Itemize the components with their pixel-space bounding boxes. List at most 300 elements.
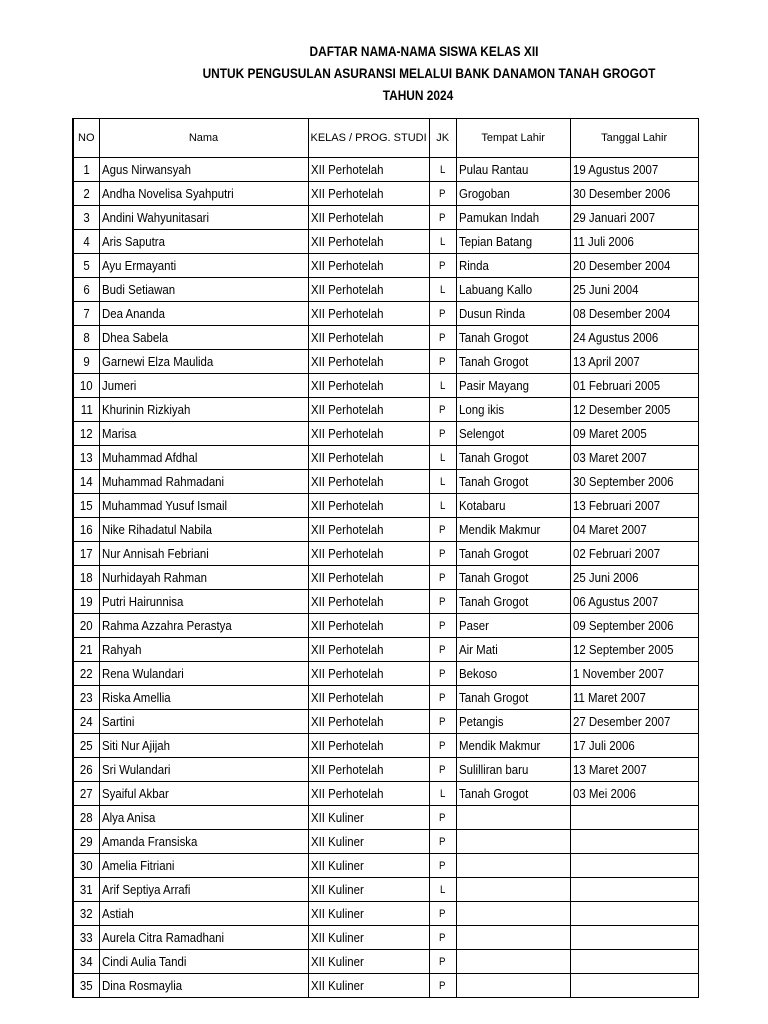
cell-tempat-lahir-text: Air Mati	[458, 642, 498, 657]
cell-tanggal-lahir	[570, 254, 698, 278]
table-row	[73, 878, 698, 902]
cell-tempat-lahir	[456, 446, 570, 470]
cell-kelas-text: XII Kuliner	[310, 930, 364, 945]
table-row	[73, 518, 698, 542]
cell-jk-text: L	[439, 787, 445, 800]
cell-nama-text: Aurela Citra Ramadhani	[101, 930, 224, 945]
cell-no	[73, 182, 99, 206]
cell-kelas	[308, 230, 429, 254]
cell-jk	[429, 830, 456, 854]
title-line-3: TAHUN 2024	[382, 87, 454, 103]
cell-tempat-lahir	[456, 422, 570, 446]
table-row	[73, 614, 698, 638]
cell-nama-text: Cindi Aulia Tandi	[101, 954, 186, 969]
cell-nama-text: Syaiful Akbar	[101, 786, 169, 801]
cell-jk	[429, 806, 456, 830]
cell-no	[73, 710, 99, 734]
cell-jk	[429, 782, 456, 806]
cell-jk	[429, 494, 456, 518]
cell-no	[73, 614, 99, 638]
cell-tanggal-lahir	[570, 182, 698, 206]
cell-jk	[429, 230, 456, 254]
cell-jk-text: L	[439, 883, 445, 896]
cell-tanggal-lahir	[570, 902, 698, 926]
cell-nama	[99, 590, 308, 614]
cell-no	[73, 254, 99, 278]
cell-nama-text: Rahma Azzahra Perastya	[101, 618, 232, 633]
cell-nama	[99, 254, 308, 278]
cell-jk-text: P	[438, 307, 446, 320]
cell-jk	[429, 422, 456, 446]
table-row	[73, 422, 698, 446]
cell-tanggal-lahir	[570, 830, 698, 854]
cell-tanggal-lahir	[570, 950, 698, 974]
cell-kelas-text: XII Perhotelah	[310, 234, 384, 249]
cell-tempat-lahir-text: Selengot	[458, 426, 504, 441]
cell-tempat-lahir	[456, 302, 570, 326]
cell-no-text: 11	[80, 402, 93, 417]
cell-jk-text: P	[438, 331, 446, 344]
cell-kelas-text: XII Perhotelah	[310, 378, 384, 393]
table-row	[73, 302, 698, 326]
cell-tanggal-lahir	[570, 662, 698, 686]
cell-jk-text: P	[438, 907, 446, 920]
cell-nama-text: Muhammad Rahmadani	[101, 474, 224, 489]
cell-kelas	[308, 422, 429, 446]
cell-tanggal-lahir-text: 08 Desember 2004	[572, 306, 670, 321]
cell-kelas	[308, 182, 429, 206]
cell-nama	[99, 494, 308, 518]
cell-jk	[429, 902, 456, 926]
cell-tempat-lahir-text: Rinda	[458, 258, 489, 273]
cell-tanggal-lahir	[570, 974, 698, 998]
cell-nama	[99, 854, 308, 878]
table-row	[73, 350, 698, 374]
table-row	[73, 638, 698, 662]
cell-kelas-text: XII Perhotelah	[310, 642, 384, 657]
cell-tempat-lahir-text: Pamukan Indah	[458, 210, 539, 225]
cell-nama-text: Arif Septiya Arrafi	[101, 882, 190, 897]
cell-no	[73, 470, 99, 494]
cell-tempat-lahir	[456, 614, 570, 638]
cell-tempat-lahir	[456, 494, 570, 518]
header-jk: JK	[429, 119, 456, 158]
cell-no	[73, 590, 99, 614]
cell-tempat-lahir-text: Mendik Makmur	[458, 738, 541, 753]
cell-no	[73, 278, 99, 302]
cell-jk-text: P	[438, 931, 446, 944]
cell-no-text: 17	[79, 546, 93, 561]
cell-no	[73, 374, 99, 398]
cell-no-text: 30	[79, 858, 93, 873]
cell-nama	[99, 974, 308, 998]
cell-kelas-text: XII Perhotelah	[310, 738, 384, 753]
cell-tempat-lahir-text: Labuang Kallo	[458, 282, 532, 297]
table-row	[73, 830, 698, 854]
cell-no-text: 25	[79, 738, 93, 753]
cell-tempat-lahir	[456, 398, 570, 422]
cell-no-text: 10	[79, 378, 93, 393]
cell-nama	[99, 470, 308, 494]
cell-nama	[99, 350, 308, 374]
cell-jk	[429, 950, 456, 974]
cell-jk-text: P	[438, 523, 446, 536]
cell-no	[73, 638, 99, 662]
cell-kelas-text: XII Kuliner	[310, 834, 364, 849]
title-line-2: UNTUK PENGUSULAN ASURANSI MELALUI BANK DANAMON TANAH GROGOT	[202, 65, 656, 81]
cell-nama-text: Siti Nur Ajijah	[101, 738, 170, 753]
cell-no	[73, 566, 99, 590]
cell-nama	[99, 950, 308, 974]
cell-no	[73, 350, 99, 374]
cell-jk-text: P	[438, 667, 446, 680]
cell-nama-text: Aris Saputra	[101, 234, 165, 249]
cell-jk-text: P	[438, 859, 446, 872]
cell-no-text: 28	[79, 810, 93, 825]
cell-tanggal-lahir-text: 03 Maret 2007	[572, 450, 647, 465]
table-row	[73, 326, 698, 350]
cell-no	[73, 686, 99, 710]
cell-kelas-text: XII Perhotelah	[310, 354, 384, 369]
student-table	[72, 118, 699, 998]
cell-tanggal-lahir-text: 25 Juni 2006	[572, 570, 639, 585]
cell-tempat-lahir	[456, 710, 570, 734]
cell-tempat-lahir	[456, 638, 570, 662]
cell-kelas	[308, 374, 429, 398]
cell-no-text: 32	[79, 906, 93, 921]
cell-no-text: 13	[79, 450, 93, 465]
cell-no	[73, 302, 99, 326]
cell-nama-text: Marisa	[101, 426, 136, 441]
cell-nama	[99, 758, 308, 782]
cell-kelas	[308, 830, 429, 854]
cell-jk-text: P	[438, 547, 446, 560]
cell-tempat-lahir	[456, 830, 570, 854]
cell-kelas	[308, 734, 429, 758]
cell-no-text: 14	[79, 474, 93, 489]
cell-kelas	[308, 590, 429, 614]
cell-jk-text: P	[438, 355, 446, 368]
cell-kelas	[308, 878, 429, 902]
cell-kelas	[308, 326, 429, 350]
cell-tanggal-lahir	[570, 782, 698, 806]
cell-tanggal-lahir-text: 25 Juni 2004	[572, 282, 639, 297]
cell-jk-text: P	[438, 955, 446, 968]
cell-tanggal-lahir	[570, 350, 698, 374]
cell-kelas	[308, 542, 429, 566]
table-row	[73, 974, 698, 998]
cell-tempat-lahir-text: Tanah Grogot	[458, 354, 528, 369]
cell-nama-text: Riska Amellia	[101, 690, 171, 705]
cell-tanggal-lahir-text: 02 Februari 2007	[572, 546, 660, 561]
cell-no	[73, 854, 99, 878]
table-row	[73, 710, 698, 734]
table-row	[73, 206, 698, 230]
table-row	[73, 446, 698, 470]
cell-nama-text: Ayu Ermayanti	[101, 258, 176, 273]
cell-tanggal-lahir-text: 27 Desember 2007	[572, 714, 670, 729]
cell-no-text: 7	[83, 306, 90, 321]
table-row	[73, 854, 698, 878]
cell-kelas-text: XII Perhotelah	[310, 666, 384, 681]
header-nama: Nama	[99, 119, 308, 158]
cell-tempat-lahir	[456, 926, 570, 950]
cell-nama-text: Nike Rihadatul Nabila	[101, 522, 212, 537]
cell-kelas	[308, 398, 429, 422]
cell-tanggal-lahir	[570, 158, 698, 182]
cell-tanggal-lahir-text: 19 Agustus 2007	[572, 162, 658, 177]
cell-nama	[99, 518, 308, 542]
cell-kelas-text: XII Perhotelah	[310, 162, 384, 177]
cell-tempat-lahir	[456, 734, 570, 758]
cell-nama	[99, 158, 308, 182]
cell-tanggal-lahir-text: 24 Agustus 2006	[572, 330, 658, 345]
cell-no	[73, 518, 99, 542]
cell-tanggal-lahir	[570, 326, 698, 350]
cell-tanggal-lahir-text: 12 September 2005	[572, 642, 674, 657]
cell-kelas-text: XII Perhotelah	[310, 402, 384, 417]
cell-tempat-lahir	[456, 518, 570, 542]
cell-tanggal-lahir-text: 13 Februari 2007	[572, 498, 660, 513]
cell-tempat-lahir-text: Tanah Grogot	[458, 570, 528, 585]
cell-tempat-lahir-text: Tanah Grogot	[458, 450, 528, 465]
cell-nama-text: Putri Hairunnisa	[101, 594, 183, 609]
cell-nama	[99, 662, 308, 686]
table-row	[73, 734, 698, 758]
cell-no	[73, 446, 99, 470]
cell-tempat-lahir	[456, 470, 570, 494]
cell-kelas	[308, 758, 429, 782]
cell-tanggal-lahir	[570, 494, 698, 518]
cell-nama	[99, 422, 308, 446]
cell-jk	[429, 974, 456, 998]
cell-jk-text: L	[439, 475, 445, 488]
cell-kelas-text: XII Perhotelah	[310, 546, 384, 561]
document-title	[0, 40, 768, 106]
cell-jk-text: L	[439, 235, 445, 248]
cell-nama	[99, 614, 308, 638]
cell-nama-text: Rena Wulandari	[101, 666, 184, 681]
cell-tanggal-lahir-text: 30 Desember 2006	[572, 186, 670, 201]
cell-tanggal-lahir	[570, 686, 698, 710]
cell-no-text: 4	[83, 234, 90, 249]
cell-kelas-text: XII Kuliner	[310, 906, 364, 921]
cell-nama	[99, 926, 308, 950]
cell-nama	[99, 326, 308, 350]
cell-tanggal-lahir	[570, 518, 698, 542]
cell-nama-text: Sri Wulandari	[101, 762, 170, 777]
cell-jk-text: P	[438, 571, 446, 584]
cell-tempat-lahir	[456, 806, 570, 830]
cell-kelas	[308, 710, 429, 734]
cell-kelas	[308, 278, 429, 302]
cell-jk	[429, 662, 456, 686]
cell-tempat-lahir	[456, 254, 570, 278]
cell-kelas	[308, 926, 429, 950]
cell-kelas	[308, 206, 429, 230]
cell-tanggal-lahir-text: 03 Mei 2006	[572, 786, 636, 801]
cell-tanggal-lahir-text: 29 Januari 2007	[572, 210, 655, 225]
cell-no-text: 27	[79, 786, 93, 801]
cell-nama	[99, 230, 308, 254]
cell-tanggal-lahir	[570, 614, 698, 638]
cell-kelas	[308, 254, 429, 278]
cell-tanggal-lahir	[570, 398, 698, 422]
cell-nama-text: Muhammad Afdhal	[101, 450, 197, 465]
cell-tanggal-lahir-text: 13 April 2007	[572, 354, 640, 369]
cell-jk	[429, 878, 456, 902]
cell-jk-text: P	[438, 715, 446, 728]
cell-kelas	[308, 974, 429, 998]
cell-no-text: 12	[79, 426, 93, 441]
cell-nama	[99, 398, 308, 422]
cell-no-text: 33	[79, 930, 93, 945]
cell-tempat-lahir-text: Pasir Mayang	[458, 378, 529, 393]
cell-tempat-lahir-text: Tanah Grogot	[458, 330, 528, 345]
table-row	[73, 758, 698, 782]
table-row	[73, 182, 698, 206]
cell-tanggal-lahir-text: 11 Maret 2007	[572, 690, 646, 705]
cell-kelas	[308, 782, 429, 806]
cell-jk	[429, 254, 456, 278]
cell-kelas-text: XII Perhotelah	[310, 714, 384, 729]
cell-nama	[99, 566, 308, 590]
cell-kelas	[308, 806, 429, 830]
cell-no	[73, 422, 99, 446]
cell-tanggal-lahir-text: 06 Agustus 2007	[572, 594, 658, 609]
cell-tanggal-lahir	[570, 566, 698, 590]
cell-nama-text: Nur Annisah Febriani	[101, 546, 209, 561]
cell-kelas-text: XII Perhotelah	[310, 282, 384, 297]
cell-jk	[429, 542, 456, 566]
cell-no	[73, 734, 99, 758]
table-row	[73, 566, 698, 590]
cell-tempat-lahir-text: Tanah Grogot	[458, 474, 528, 489]
cell-jk-text: L	[439, 283, 445, 296]
cell-nama-text: Khurinin Rizkiyah	[101, 402, 190, 417]
cell-tempat-lahir	[456, 158, 570, 182]
cell-tanggal-lahir	[570, 542, 698, 566]
cell-jk	[429, 278, 456, 302]
cell-kelas-text: XII Perhotelah	[310, 306, 384, 321]
cell-kelas	[308, 662, 429, 686]
cell-no	[73, 974, 99, 998]
cell-nama	[99, 878, 308, 902]
cell-tanggal-lahir	[570, 710, 698, 734]
cell-tanggal-lahir	[570, 638, 698, 662]
cell-tempat-lahir	[456, 206, 570, 230]
cell-nama	[99, 902, 308, 926]
table-row	[73, 398, 698, 422]
cell-kelas	[308, 902, 429, 926]
cell-no-text: 35	[79, 978, 93, 993]
cell-jk-text: P	[438, 763, 446, 776]
table-row	[73, 230, 698, 254]
table-row	[73, 494, 698, 518]
cell-kelas-text: XII Kuliner	[310, 954, 364, 969]
cell-no-text: 26	[79, 762, 93, 777]
cell-tanggal-lahir	[570, 878, 698, 902]
cell-nama	[99, 206, 308, 230]
cell-tempat-lahir-text: Tepian Batang	[458, 234, 532, 249]
table-row	[73, 686, 698, 710]
table-row	[73, 158, 698, 182]
cell-no-text: 18	[79, 570, 93, 585]
cell-nama-text: Astiah	[101, 906, 134, 921]
cell-jk	[429, 614, 456, 638]
cell-kelas	[308, 950, 429, 974]
header-kelas: KELAS / PROG. STUDI	[308, 119, 429, 158]
cell-tempat-lahir-text: Tanah Grogot	[458, 546, 528, 561]
cell-tanggal-lahir	[570, 374, 698, 398]
cell-jk	[429, 350, 456, 374]
cell-no	[73, 206, 99, 230]
cell-tanggal-lahir	[570, 302, 698, 326]
cell-tempat-lahir-text: Tanah Grogot	[458, 690, 528, 705]
cell-no-text: 22	[79, 666, 93, 681]
cell-kelas	[308, 614, 429, 638]
cell-jk-text: L	[439, 163, 445, 176]
cell-no	[73, 782, 99, 806]
cell-no-text: 16	[79, 522, 93, 537]
cell-no	[73, 806, 99, 830]
cell-no	[73, 878, 99, 902]
cell-nama-text: Amanda Fransiska	[101, 834, 197, 849]
cell-kelas-text: XII Perhotelah	[310, 786, 384, 801]
cell-tempat-lahir	[456, 278, 570, 302]
cell-jk	[429, 326, 456, 350]
cell-no-text: 29	[79, 834, 93, 849]
cell-nama-text: Andha Novelisa Syahputri	[101, 186, 234, 201]
cell-kelas	[308, 470, 429, 494]
cell-tempat-lahir	[456, 878, 570, 902]
cell-tanggal-lahir	[570, 854, 698, 878]
cell-jk-text: P	[438, 187, 446, 200]
cell-tempat-lahir-text: Petangis	[458, 714, 504, 729]
cell-tanggal-lahir-text: 01 Februari 2005	[572, 378, 660, 393]
cell-no	[73, 950, 99, 974]
cell-kelas-text: XII Perhotelah	[310, 522, 384, 537]
cell-jk-text: P	[438, 739, 446, 752]
cell-no	[73, 230, 99, 254]
cell-tempat-lahir-text: Dusun Rinda	[458, 306, 525, 321]
cell-kelas-text: XII Perhotelah	[310, 762, 384, 777]
cell-tempat-lahir-text: Grogoban	[458, 186, 510, 201]
cell-kelas-text: XII Perhotelah	[310, 594, 384, 609]
cell-nama-text: Dea Ananda	[101, 306, 165, 321]
cell-tanggal-lahir	[570, 734, 698, 758]
cell-kelas-text: XII Kuliner	[310, 858, 364, 873]
cell-nama	[99, 734, 308, 758]
cell-nama	[99, 710, 308, 734]
cell-no-text: 6	[83, 282, 90, 297]
cell-nama-text: Jumeri	[101, 378, 136, 393]
cell-tanggal-lahir	[570, 422, 698, 446]
cell-kelas-text: XII Perhotelah	[310, 570, 384, 585]
cell-no-text: 8	[83, 330, 90, 345]
table-row	[73, 374, 698, 398]
cell-kelas-text: XII Perhotelah	[310, 258, 384, 273]
cell-tanggal-lahir	[570, 470, 698, 494]
cell-kelas	[308, 446, 429, 470]
cell-jk	[429, 758, 456, 782]
cell-tempat-lahir	[456, 326, 570, 350]
cell-kelas	[308, 518, 429, 542]
cell-tanggal-lahir	[570, 278, 698, 302]
cell-nama	[99, 638, 308, 662]
cell-no-text: 23	[79, 690, 93, 705]
cell-jk	[429, 590, 456, 614]
